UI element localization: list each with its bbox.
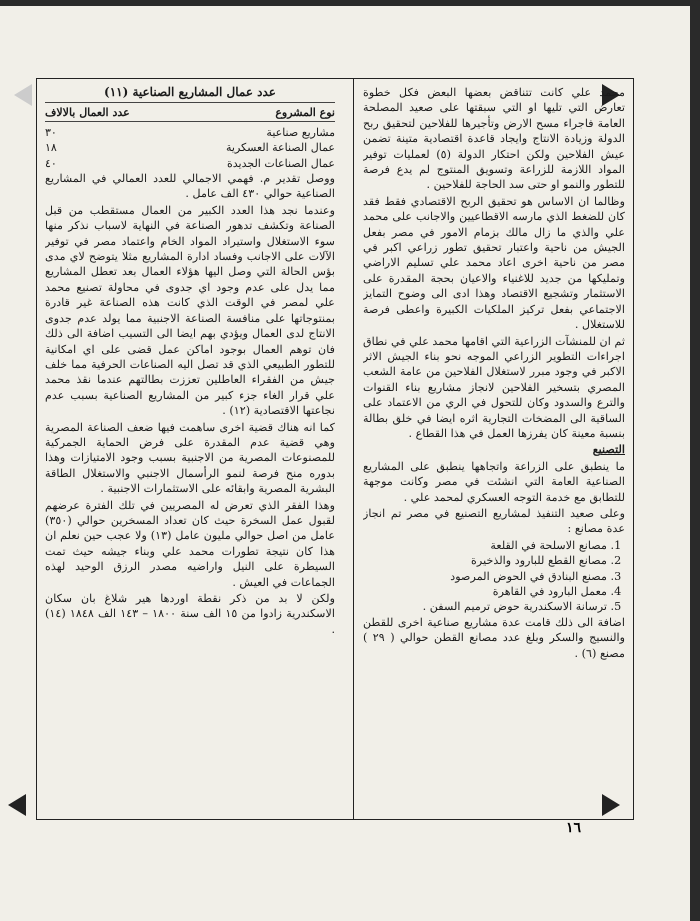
paragraph: ووصل تقدير م. فهمي الاجمالي للعدد العمالي في المشاريع الصناعية حوالي ٤٣٠ الف عامل . <box>45 172 335 201</box>
table-row <box>45 125 335 140</box>
paragraph: وهذا الفقر الذي تعرض له المصريين في تلك الفترة عرضهم لقبول عمل السخرة حيث كان تعداد المسخرين حوالي (٣٥٠) عامل من اصل حوالي مليون عامل (١٣) ولا عجب حين نعلم ان هذا كان نتيجة تطورات محمد علي وبناء جيشه حيث تمت السيطرة على النيل واراضيه مصدر الرزق الوحيد لهذه الجماعات في العيش . <box>45 498 335 589</box>
table-title: عدد عمال المشاريع الصناعية (١١) <box>45 85 335 103</box>
list-item: 2. مصانع القطع للبارود والذخيرة <box>363 553 607 568</box>
list-item: 4. معمل البارود في القاهرة <box>363 584 607 599</box>
left-column <box>45 85 335 638</box>
row-value: ١٨ <box>45 141 57 155</box>
row-name: مشاريع صناعية <box>266 125 335 139</box>
section-heading: التصنيع <box>592 442 625 457</box>
paragraph: محمد علي كانت تتناقض بعضها البعض فكل خطوة تعارض التي تليها او التي سبقتها على صعيد المصلحة العامة فاجراء مسح الارض وتأجيرها للفلاحين لتحقيق ربح الدولة وزيادة الانتاج وايجاد قاعدة اقتصادية متينة تضمن عيش الفلاحين ولكن احتكار الدولة (٥) لعمليات توفير المواد اللازمة للزراعة وتسويق المنتوج لم يدع فرصة للتطور والنمو او حتى سد الحاجة للفلاحين . <box>363 86 625 192</box>
row-value: ٤٠ <box>45 156 57 170</box>
document-page <box>0 6 690 921</box>
arrow-left-top-icon <box>14 84 32 106</box>
paragraph: وعندما نجد هذا العدد الكبير من العمال مستقطب من قبل الصناعة وتكشف تدهور الصناعة في النهاية لاسباب نذكر منها سوء الاستغلال واستيراد المواد الخام واعتماد مصر في توفير الآلات على الاجانب وفساد ادارة المشاريع مثلا يتوضح لاي مدى بؤس الحالة التي وصل اليها هؤلاء العمال بعد تعطل المشاريع مما يدل على عدم وجود اي جدوى في محاولة تصنيع محمد علي لمصر في الوقت الذي كانت هذه الصناعة غير قادرة بمنتوجاتها على منافسة الصناعة الاجنبية مما يولد عدم جدوى الانتاج لدى العمال ويؤدي بهم ايضا الى التسيب اضافة الى ذلك فان توهم العمال بوجود اماكن عمل قضى على اي امكانية للتطور الطبيعي الذي قد تصل اليه الصناعات الحرفية مما خلف جيش من الفقراء العاطلين تعززت بطالتهم عندما نقذ محمد علي قرار الغاء جزء كبير من المشاريع الصناعية بسبب عدم نجاعتها الاقتصادية (١٢) . <box>45 203 335 418</box>
paragraph: ثم ان للمنشآت الزراعية التي اقامها محمد علي في نطاق اجراءات التطوير الزراعي الموجه نحو بناء الجيش الاثر الاكبر في وجود مبرر لاستغلال الفلاحين من عامة الشعب المصري بتسخير الفلاحين لانجاز مشاريع بناء القنوات والترع والسدود وكان للتحول في الري من الاعتماد على الساقية الى المضخات التجارية اثره ايضا في خلق بطالة بنسبة معينة كان يفرزها العمل في هذا القطاع . <box>363 334 625 440</box>
paragraph: كما انه هناك قضية اخرى ساهمت فيها ضعف الصناعة المصرية وهي قضية عدم المقدرة على فرض الحماية الجمركية للمصنوعات المصرية من الاجنبية بسبب وجود الامتيازات وهذا بدوره منح فرصة لنمو الرأسمال الاجنبي والاستغلال الطاقة البشرية المصرية وابقائه على الاستثمارات الاجنبية . <box>45 420 335 496</box>
arrow-left-bottom-icon <box>8 794 26 816</box>
list-item: 1. مصانع الاسلحة في القلعة <box>363 538 607 553</box>
factory-list <box>363 538 625 615</box>
row-name: عمال الصناعة العسكرية <box>226 141 335 155</box>
row-name: عمال الصناعات الجديدة <box>226 156 335 170</box>
page-number: ١٦ <box>566 820 582 836</box>
arrow-right-bottom-icon <box>602 794 620 816</box>
text-frame <box>36 78 634 820</box>
list-item: 5. ترسانة الاسكندرية حوض ترميم السفن . <box>363 599 607 614</box>
list-item: 3. مصنع البنادق في الحوض المرصود <box>363 569 607 584</box>
paragraph: ما ينطبق على الزراعة واتجاهها ينطبق على المشاريع الصناعية العامة التي انشئت في مصر وكانت موجهة للتطابق مع خدمة التوجه العسكري لمحمد علي . <box>363 459 625 504</box>
row-value: ٣٠ <box>45 125 57 139</box>
header-workers: عدد العمال بالالاف <box>45 106 130 120</box>
column-divider <box>353 79 354 819</box>
paragraph: اضافة الى ذلك قامت عدة مشاريع صناعية اخرى للقطن والنسيج والسكر وبلغ عدد مصانع القطن حوالي ( ٢٩ ) مصنع (٦) . <box>363 615 625 660</box>
table-header <box>45 105 335 121</box>
paragraph: ولكن لا بد من ذكر نقطة اوردها هير شلاغ بان سكان الاسكندرية زادوا من ١٥ الف سنة ١٨٠٠ – ١٤٣ الف ١٨٤٨ (١٤) . <box>45 592 335 636</box>
paragraph: وظالما ان الاساس هو تحقيق الربح الاقتصادي فقط فقد كان للضغط الذي مارسه الاقطاعيين والاجانب على محمد علي والذي ما زال مالك بزمام الامور في مصر بفعل الجيش من ناحية واعتبار تحقيق تطور زراعي اكبر في مصر من ناحية اخرى اعاد محمد علي تسليم الاراضي وتمليكها من جديد للاغنياء والاعيان بحجة المقدرة على الاستثمار وتشجيع الاقتصاد وهذا ادى الى وضوح التمايز الاجتماعي بفعل تركيز الملكيات الكبيرة واعطى فرصة للاستغلال . <box>363 194 625 332</box>
right-column <box>363 85 625 662</box>
table-row <box>45 140 335 155</box>
paragraph: وعلى صعيد التنفيذ لمشاريع التصنيع في مصر تم انجاز عدة مصانع : <box>363 506 625 536</box>
table-row <box>45 156 335 171</box>
header-project: نوع المشروع <box>275 106 335 120</box>
